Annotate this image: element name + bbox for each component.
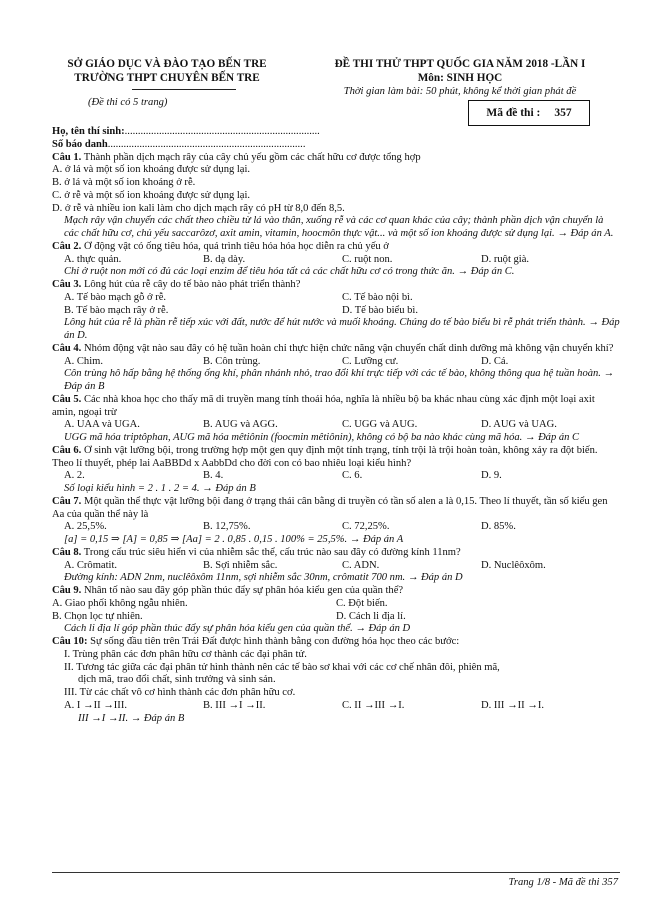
- question-9-explanation: Cách li địa lí góp phần thúc đẩy sự phân hóa kiểu gen của quần thể. → Đáp án D: [64, 623, 411, 635]
- question-2-stem: Câu 2. Ở động vật có ống tiêu hóa, quá trình tiêu hóa hóa học diễn ra chủ yếu ở: [52, 240, 389, 252]
- question-4-option-b: B. Côn trùng.: [203, 355, 261, 367]
- question-10-step-1: I. Trùng phân các đơn phân hữu cơ thành các đại phân tử.: [64, 648, 307, 660]
- question-5-options: [52, 419, 620, 432]
- question-6-option-b: B. 4.: [203, 470, 224, 482]
- question-10-step-3: III. Từ các chất vô cơ hình thành các đơn phân hữu cơ.: [64, 687, 296, 698]
- exam-content: [52, 126, 620, 725]
- question-10-option-d: D. III →II →I.: [481, 699, 544, 711]
- question-9-option-d: D. Cách li địa lí.: [336, 610, 406, 622]
- question-5-option-b: B. AUG và AGG.: [203, 419, 278, 431]
- question-8-options: [52, 560, 620, 573]
- question-6-options: [52, 470, 620, 483]
- question-2-option-d: D. ruột già.: [481, 253, 530, 265]
- question-10-explanation: III →I →II. → Đáp án B: [78, 712, 185, 724]
- school-name: TRƯỜNG THPT CHUYÊN BẾN TRE: [74, 72, 260, 84]
- question-8-stem: Câu 8. Trong cấu trúc siêu hiển vi của nhiễm sắc thể, cấu trúc nào sau đây có đường kính 11nm?: [52, 546, 461, 558]
- question-9-options-row1: [52, 598, 620, 611]
- question-9-options-row2: [52, 611, 620, 624]
- question-4-option-c: C. Lưỡng cư.: [342, 355, 399, 367]
- pages-note: (Đề thi có 5 trang): [88, 97, 168, 108]
- student-id-line: Số báo danh...........................................................................: [52, 138, 306, 150]
- question-1-option-d: D. ở rễ và nhiều ion kali làm cho dịch mạch rây có pH từ 8,0 đến 8,5.: [52, 202, 345, 214]
- question-6-option-a: A. 2.: [64, 470, 85, 482]
- question-3-options-row2: [52, 305, 620, 318]
- question-5-option-c: C. UGG và AUG.: [342, 419, 418, 431]
- question-1-option-b: B. ở lá và một số ion khoáng ở rễ.: [52, 177, 196, 188]
- exam-code-label: Mã đề thi :: [486, 107, 541, 119]
- question-10-options: [52, 700, 620, 713]
- question-10-step-2: II. Tương tác giữa các đại phân tử hình thành nên các tế bào sơ khai với các cơ chế nhân đôi, phiên mã,: [64, 661, 500, 673]
- question-8-option-c: C. ADN.: [342, 559, 380, 571]
- question-1-explanation: Mạch rây vận chuyển các chất theo chiều từ lá vào thân, xuống rễ và các cơ quan khác của cây; thành phần dịch vận chuyển là các chất hữu cơ, chủ yếu saccarôzơ, axit amin, vitamin, hoocmôn thực vật... và một số ion khoáng được sử dụng lại. → Đáp án A.: [64, 215, 614, 239]
- question-4-option-a: A. Chim.: [64, 355, 103, 367]
- question-8-option-a: A. Crômatit.: [64, 559, 118, 571]
- question-10-option-a: A. I →II →III.: [64, 699, 127, 711]
- question-10-option-c: C. II →III →I.: [342, 699, 405, 711]
- question-5-stem: Câu 5. Các nhà khoa học cho thấy mã di truyền mang tính thoái hóa, nghĩa là nhiều bộ ba khác nhau cùng xác định một loại axit amin, ngoại trừ: [52, 393, 595, 418]
- question-7-option-b: B. 12,75%.: [203, 521, 251, 533]
- question-2-explanation: Chỉ ở ruột non mới có đủ các loại enzim để tiêu hóa tất cả các chất hữu cơ có trong thức ăn. → Đáp án C.: [64, 266, 515, 278]
- question-3-explanation: Lông hút của rễ là phần rễ tiếp xúc với đất, nước để hút nước và muối khoáng. Chúng do tế bào biểu bì rễ phát triển thành. → Đáp án D.: [64, 317, 620, 341]
- question-4-options: [52, 356, 620, 369]
- question-2-options: [52, 254, 620, 267]
- question-7-stem: Câu 7. Một quần thể thực vật lưỡng bội đang ở trạng thái cân bằng di truyền có tần số alen a là 0,15. Theo lí thuyết, tần số kiểu gen Aa của quần thể này là: [52, 495, 608, 520]
- footer-divider: [52, 872, 620, 873]
- question-7-explanation: [a] = 0,15 ⇒ [A] = 0,85 ⇒ [Aa] = 2 . 0,85 . 0,15 . 100% = 25,5%. → Đáp án A: [64, 534, 404, 545]
- question-2-option-a: A. thực quản.: [64, 253, 122, 265]
- question-3-option-b: B. Tế bào mạch rây ở rễ.: [64, 304, 169, 316]
- department-name: SỞ GIÁO DỤC VÀ ĐÀO TẠO BẾN TRE: [67, 58, 267, 70]
- question-10-step-2-cont: dịch mã, trao đổi chất, sinh trưởng và sinh sản.: [78, 674, 276, 686]
- page-footer: Trang 1/8 - Mã đề thi 357: [508, 877, 618, 888]
- question-3-option-d: D. Tế bào biểu bì.: [342, 304, 418, 316]
- exam-code-value: 357: [554, 107, 572, 119]
- question-6-option-d: D. 9.: [481, 470, 502, 482]
- question-9-option-b: B. Chọn lọc tự nhiên.: [52, 610, 143, 622]
- question-9-stem: Câu 9. Nhân tố nào sau đây góp phần thúc đẩy sự phân hóa kiểu gen của quần thể?: [52, 585, 404, 596]
- question-8-option-d: D. Nuclêôxôm.: [481, 559, 546, 571]
- question-10-option-b: B. III →I →II.: [203, 699, 266, 711]
- question-5-option-d: D. AUG và UAG.: [481, 419, 557, 431]
- exam-title: ĐỀ THI THỬ THPT QUỐC GIA NĂM 2018 -LẦN I: [334, 58, 586, 70]
- question-7-option-c: C. 72,25%.: [342, 521, 390, 533]
- question-1-option-c: C. ở rễ và một số ion khoáng được sử dụng lại.: [52, 189, 251, 201]
- exam-header: [300, 57, 620, 99]
- question-1-option-a: A. ở lá và một số ion khoáng được sử dụng lại.: [52, 164, 251, 176]
- question-8-explanation: Đường kính: ADN 2nm, nuclêôxôm 11nm, sợi nhiễm sắc 30nm, crômatit 700 nm. → Đáp án D: [64, 572, 463, 584]
- student-name-line: Họ, tên thí sinh:..........................................................................: [52, 126, 320, 137]
- subject-name: Môn: SINH HỌC: [417, 72, 503, 84]
- question-2-option-b: B. dạ dày.: [203, 253, 246, 265]
- question-8-option-b: B. Sợi nhiễm sắc.: [203, 559, 278, 571]
- question-7-options: [52, 521, 620, 534]
- header-divider: [132, 89, 236, 90]
- question-7-option-a: A. 25,5%.: [64, 521, 107, 533]
- question-2-option-c: C. ruột non.: [342, 253, 393, 265]
- question-9-option-c: C. Đột biến.: [336, 597, 388, 609]
- question-4-stem: Câu 4. Nhóm động vật nào sau đây có hệ tuần hoàn chỉ thực hiện chức năng vận chuyển chất dinh dưỡng mà không vận chuyển khí?: [52, 342, 614, 354]
- question-1-stem: Câu 1. Thành phần dịch mạch rây của cây chủ yếu gồm các chất hữu cơ được tổng hợp: [52, 151, 421, 163]
- question-7-option-d: D. 85%.: [481, 521, 516, 533]
- question-5-explanation: UGG mã hóa triptôphan, AUG mã hóa mêtiônin (foocmin mêtiônin), không có bộ ba nào khác cùng mã hóa. → Đáp án C: [64, 432, 580, 443]
- question-6-stem: Câu 6. Ở sinh vật lưỡng bội, trong trường hợp một gen quy định một tính trạng, tính trội là trội hoàn toàn, không xảy ra đột biến. Theo lí thuyết, phép lai AaBBDd x AabbDd cho đời con có bao nhiêu loại kiểu hình?: [52, 444, 598, 469]
- question-3-option-c: C. Tế bào nội bì.: [342, 291, 413, 303]
- question-3-options-row1: [52, 292, 620, 305]
- question-10-stem: Câu 10: Sự sống đầu tiên trên Trái Đất được hình thành bằng con đường hóa học theo các bước:: [52, 636, 460, 647]
- question-5-option-a: A. UAA và UGA.: [64, 419, 140, 431]
- exam-code-box: [468, 100, 590, 126]
- school-header: [52, 57, 282, 85]
- question-3-option-a: A. Tế bào mạch gỗ ở rễ.: [64, 291, 167, 303]
- question-6-option-c: C. 6.: [342, 470, 363, 482]
- question-6-explanation: Số loại kiểu hình = 2 . 1 . 2 = 4. → Đáp án B: [64, 483, 256, 494]
- question-4-explanation: Côn trùng hô hấp bằng hệ thống ống khí, phân nhánh nhỏ, trao đổi khí trực tiếp với các tế bào, không thông qua hệ tuần hoàn. → Đáp án B: [64, 368, 615, 392]
- question-9-option-a: A. Giao phối không ngẫu nhiên.: [52, 597, 188, 609]
- question-4-option-d: D. Cá.: [481, 355, 509, 367]
- time-limit: Thời gian làm bài: 50 phút, không kể thời gian phát đề: [343, 86, 577, 97]
- question-3-stem: Câu 3. Lông hút của rễ cây do tế bào nào phát triển thành?: [52, 279, 301, 290]
